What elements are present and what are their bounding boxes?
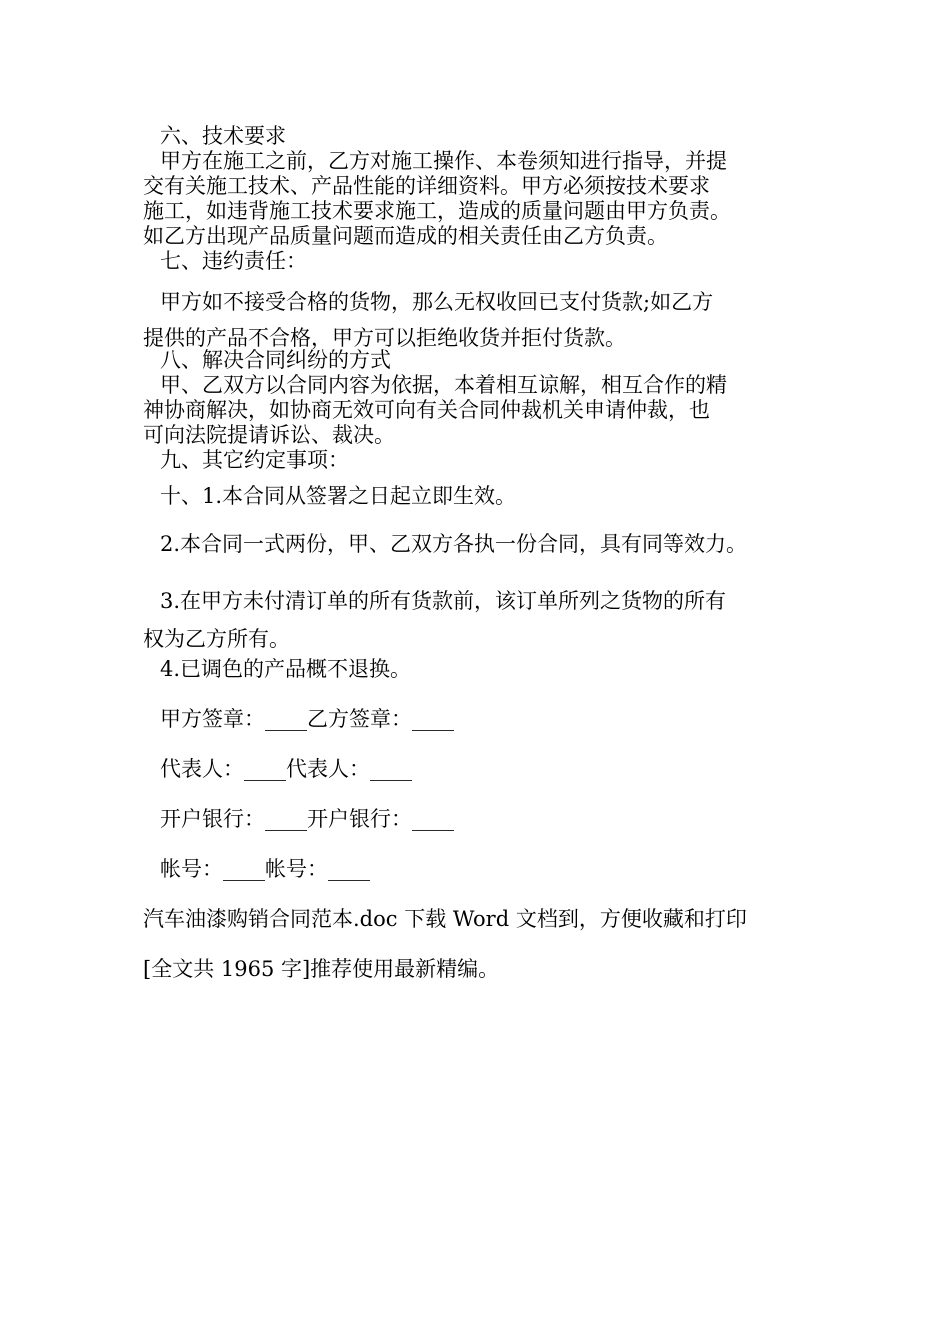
tech-line-2: 交有关施工技术、产品性能的详细资料。甲方必须按技术要求	[143, 174, 710, 198]
seal-line: 甲方签章：____乙方签章：____	[160, 707, 454, 731]
dispute-paragraph	[143, 373, 833, 448]
download-note: 汽车油漆购销合同范本.doc 下载 Word 文档到，方便收藏和打印	[143, 907, 747, 931]
breach-line-2: 提供的产品不合格，甲方可以拒绝收货并拒付货款。	[143, 326, 626, 350]
tech-heading: 六、技术要求	[160, 124, 286, 148]
dispute-line-3: 可向法院提请诉讼、裁决。	[143, 423, 395, 447]
clause-4: 4.已调色的产品概不退换。	[160, 657, 412, 681]
breach-line-1: 甲方如不接受合格的货物，那么无权收回已支付货款;如乙方	[160, 290, 714, 314]
clause-1: 十、1.本合同从签署之日起立即生效。	[160, 484, 517, 508]
breach-paragraph	[143, 284, 833, 356]
account-line: 帐号：____帐号：____	[160, 857, 370, 881]
tech-line-1: 甲方在施工之前，乙方对施工操作、本卷须知进行指导，并提	[160, 149, 727, 173]
word-count-note: [全文共 1965 字]推荐使用最新精编。	[143, 957, 500, 981]
clause-3-line-1: 3.在甲方未付清订单的所有货款前，该订单所列之货物的所有	[160, 589, 727, 613]
bank-line: 开户银行：____开户银行：____	[160, 807, 454, 831]
clause-3	[143, 582, 833, 658]
clause-2: 2.本合同一式两份，甲、乙双方各执一份合同，具有同等效力。	[160, 532, 748, 556]
dispute-heading: 八、解决合同纠纷的方式	[160, 348, 391, 372]
dispute-line-2: 神协商解决，如协商无效可向有关合同仲裁机关申请仲裁，也	[143, 398, 710, 422]
representative-line: 代表人：____代表人：____	[160, 757, 412, 781]
tech-line-3: 施工，如违背施工技术要求施工，造成的质量问题由甲方负责。	[143, 199, 731, 223]
breach-heading: 七、违约责任：	[160, 249, 307, 273]
clause-3-line-2: 权为乙方所有。	[143, 627, 290, 651]
tech-paragraph	[143, 149, 833, 249]
other-heading: 九、其它约定事项：	[160, 448, 349, 472]
tech-line-4: 如乙方出现产品质量问题而造成的相关责任由乙方负责。	[143, 224, 668, 248]
dispute-line-1: 甲、乙双方以合同内容为依据，本着相互谅解，相互合作的精	[160, 373, 727, 397]
